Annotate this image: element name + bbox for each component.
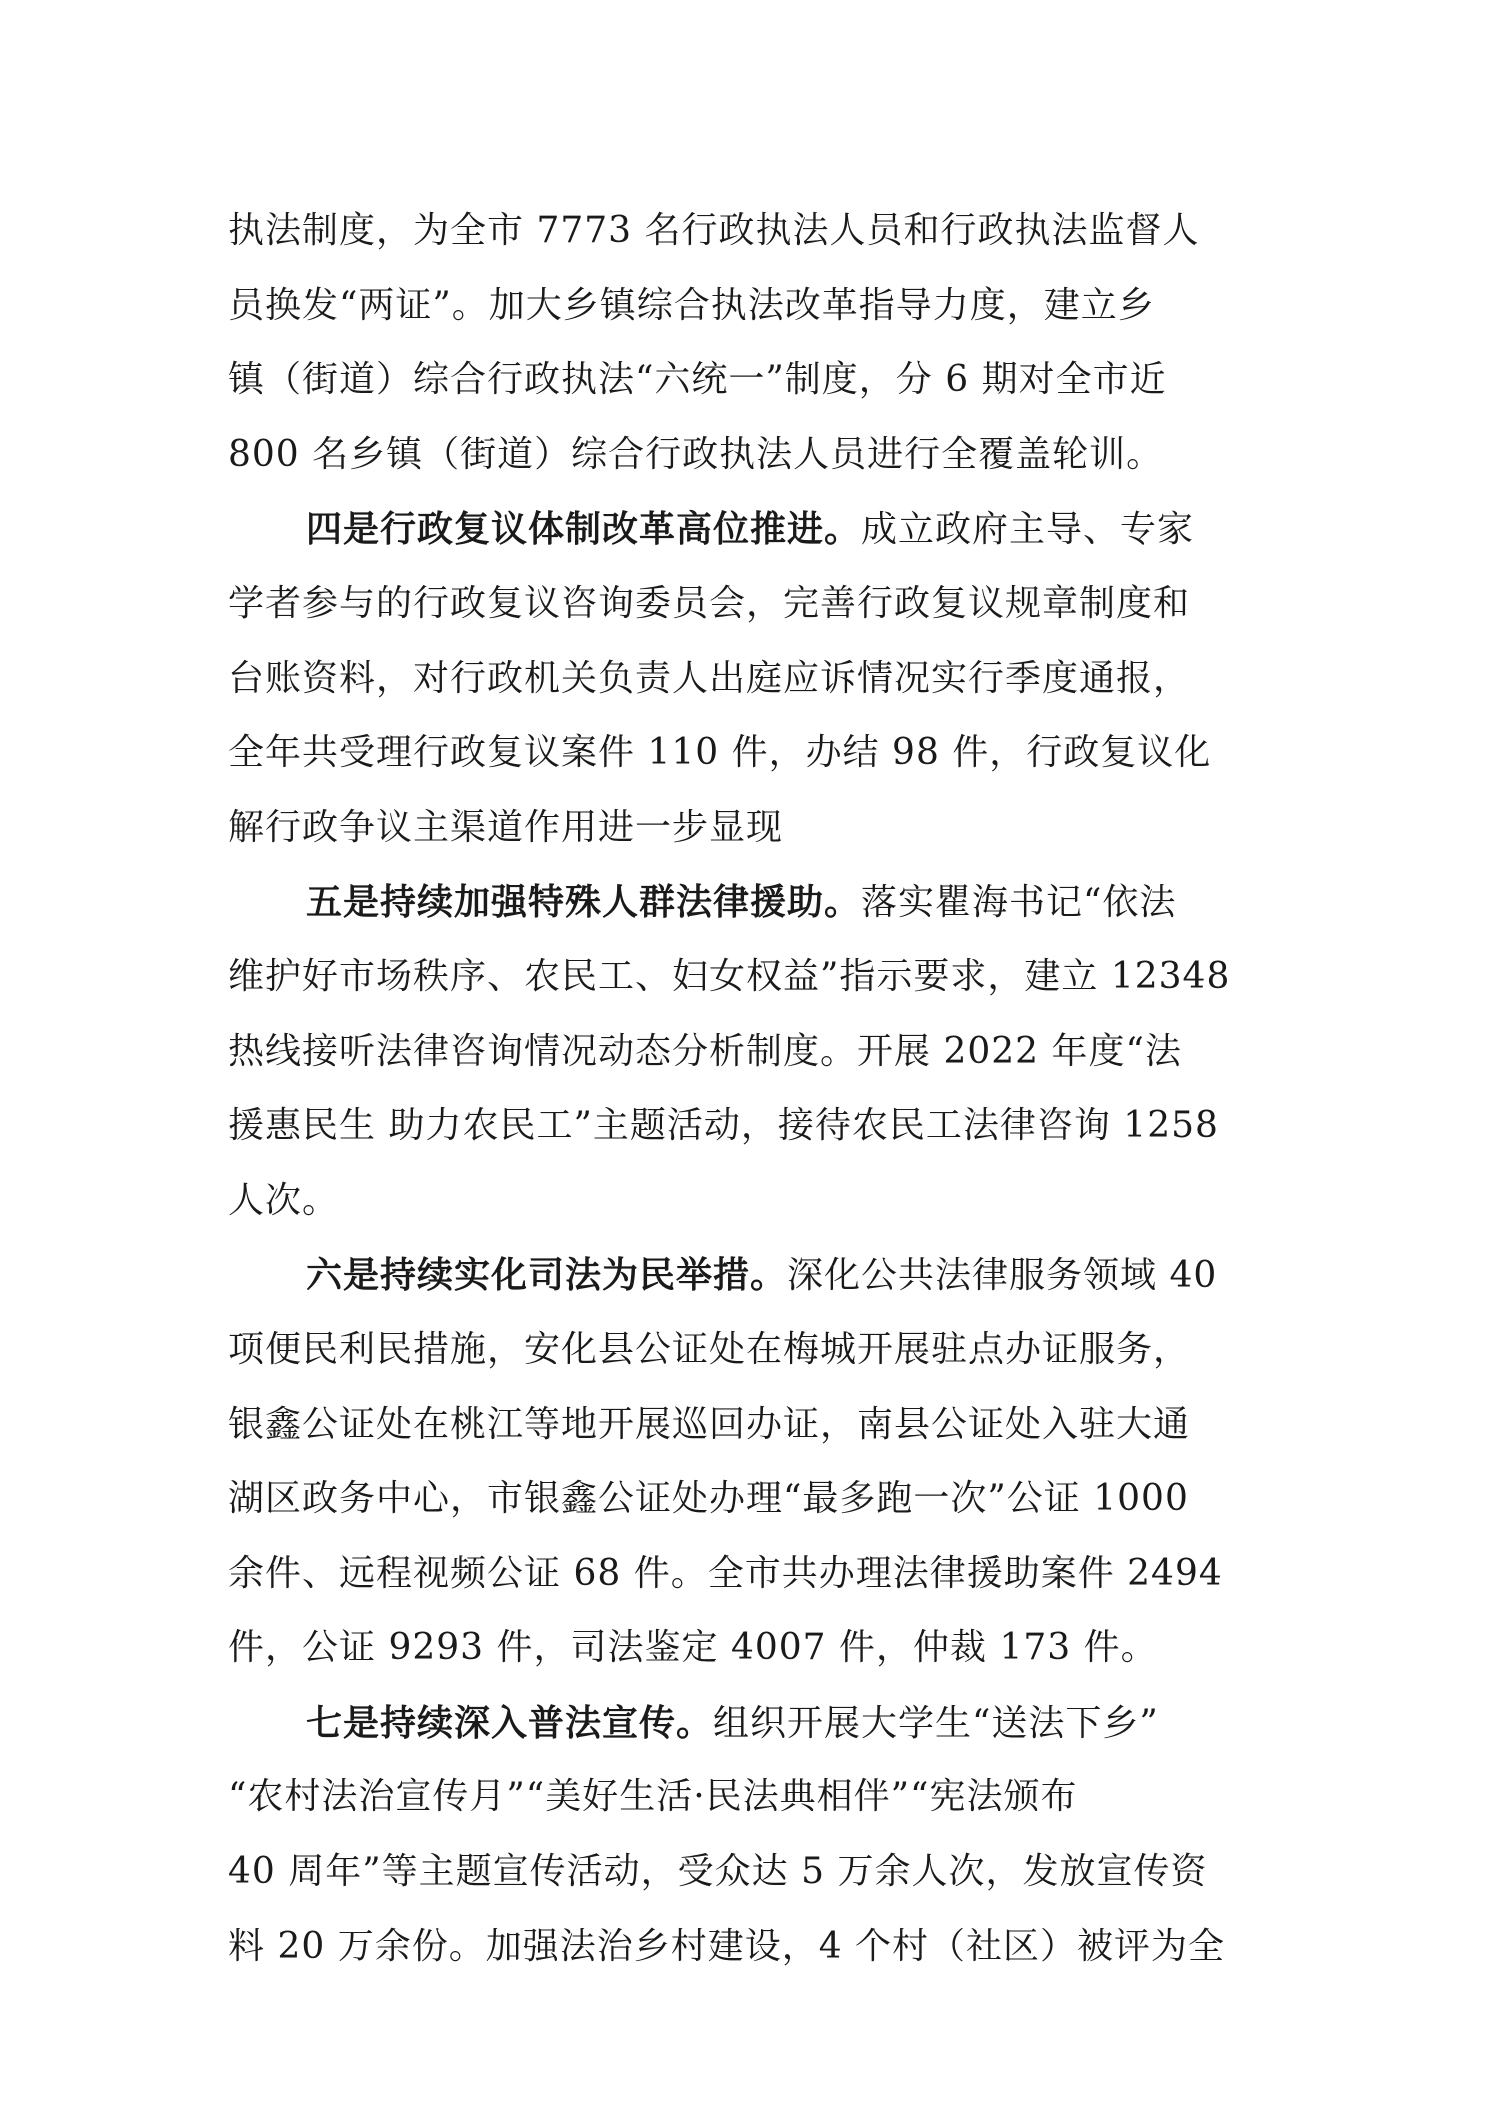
body-text (228, 194, 1262, 1984)
line-text: 全年共受理行政复议案件 110 件，办结 98 件，行政复议化 (228, 732, 1212, 774)
text-line (228, 269, 1262, 344)
line-text: 镇（街道）综合行政执法“六统一”制度，分 6 期对全市近 (228, 359, 1167, 401)
line-text: 800 名乡镇（街道）综合行政执法人员进行全覆盖轮训。 (228, 433, 1164, 475)
text-line (228, 1089, 1262, 1164)
text-line (228, 1760, 1262, 1835)
text-line (228, 343, 1262, 418)
text-line (228, 1537, 1262, 1612)
line-text: 人次。 (228, 1179, 340, 1221)
text-line (228, 567, 1262, 642)
text-line (228, 1611, 1262, 1686)
text-line (228, 1835, 1262, 1910)
text-line (228, 418, 1262, 493)
line-text: 深化公共法律服务领域 40 (787, 1255, 1218, 1297)
text-line (228, 642, 1262, 717)
line-text: 援惠民生 助力农民工”主题活动，接待农民工法律咨询 1258 (228, 1105, 1219, 1147)
line-text: 湖区政务中心，市银鑫公证处办理“最多跑一次”公证 1000 (228, 1478, 1189, 1520)
line-text: “农村法治宣传月”“美好生活·民法典相伴”“宪法颁布 (228, 1776, 1078, 1818)
text-line (228, 1164, 1262, 1239)
line-text: 学者参与的行政复议咨询委员会，完善行政复议规章制度和 (228, 582, 1191, 624)
line-text: 成立政府主导、专家 (861, 509, 1195, 551)
line-text: 余件、远程视频公证 68 件。全市共办理法律援助案件 2494 (228, 1552, 1223, 1594)
paragraph-start-7 (228, 1686, 1262, 1761)
text-line (228, 1015, 1262, 1090)
text-line (228, 1388, 1262, 1463)
paragraph-start-5 (228, 865, 1262, 940)
paragraph-start-6 (228, 1238, 1262, 1313)
paragraph-start-4 (228, 492, 1262, 567)
line-text: 项便民利民措施，安化县公证处在梅城开展驻点办证服务， (228, 1328, 1191, 1370)
line-text: 组织开展大学生“送法下乡” (713, 1702, 1159, 1744)
line-text: 银鑫公证处在桃江等地开展巡回办证，南县公证处入驻大通 (228, 1403, 1191, 1445)
paragraph-heading: 六是持续实化司法为民举措。 (306, 1254, 788, 1297)
line-text: 台账资料，对行政机关负责人出庭应诉情况实行季度通报， (228, 657, 1191, 699)
line-text: 解行政争议主渠道作用进一步显现 (228, 806, 784, 848)
line-text: 料 20 万余份。加强法治乡村建设，4 个村（社区）被评为全 (228, 1925, 1226, 1967)
text-line (228, 1910, 1262, 1985)
text-line (228, 940, 1262, 1015)
text-line (228, 1462, 1262, 1537)
text-line (228, 1313, 1262, 1388)
paragraph-heading: 七是持续深入普法宣传。 (306, 1701, 714, 1744)
text-line (228, 194, 1262, 269)
line-text: 维护好市场秩序、农民工、妇女权益”指示要求，建立 12348 (228, 955, 1231, 997)
paragraph-heading: 四是行政复议体制改革高位推进。 (306, 508, 862, 551)
line-text: 执法制度，为全市 7773 名行政执法人员和行政执法监督人 (228, 210, 1200, 251)
text-line (228, 791, 1262, 866)
paragraph-heading: 五是持续加强特殊人群法律援助。 (306, 881, 862, 924)
line-text: 落实瞿海书记“依法 (861, 882, 1177, 924)
line-text: 件，公证 9293 件，司法鉴定 4007 件，仲裁 173 件。 (228, 1627, 1158, 1669)
line-text: 员换发“两证”。加大乡镇综合执法改革指导力度，建立乡 (228, 284, 1155, 326)
text-line (228, 716, 1262, 791)
line-text: 热线接听法律咨询情况动态分析制度。开展 2022 年度“法 (228, 1030, 1182, 1072)
line-text: 40 周年”等主题宣传活动，受众达 5 万余人次，发放宣传资 (228, 1851, 1208, 1893)
